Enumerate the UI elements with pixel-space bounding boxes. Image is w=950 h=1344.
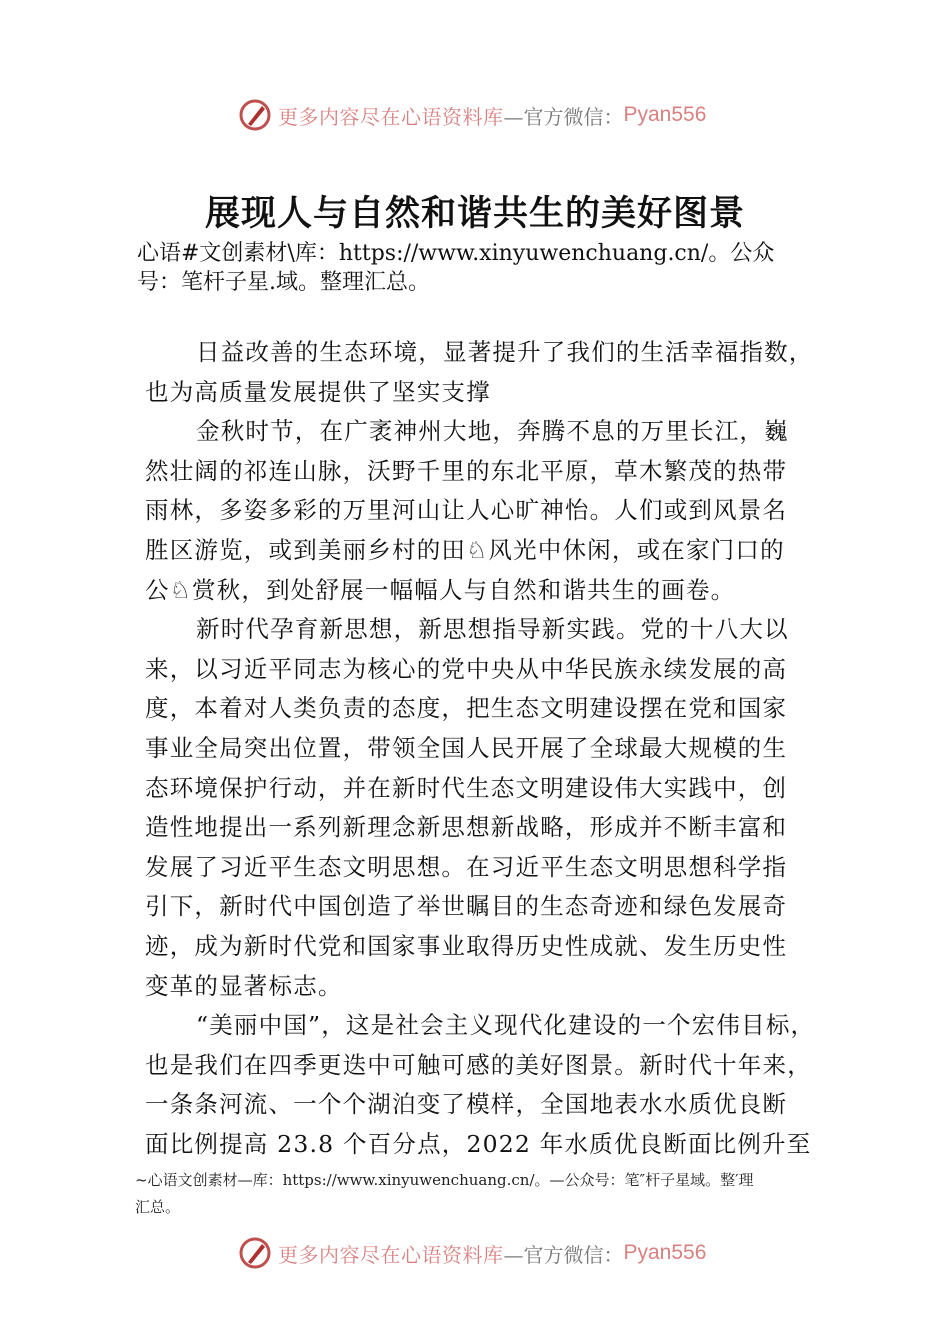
banner-wechat-label: —官方微信： <box>503 104 624 129</box>
banner-text: 更多内容尽在心语资料库 <box>278 1242 504 1267</box>
body-line: 度，本着对人类负责的态度，把生态文明建设摆在党和国家 <box>145 694 788 723</box>
header-banner <box>238 95 706 135</box>
body-line: 事业全局突出位置，带领全国人民开展了全球最大规模的生 <box>145 734 788 762</box>
page-title: 展现人与自然和谐共生的美好图景 <box>204 193 745 234</box>
body-line: 公♘赏秋，到处舒展一幅幅人与自然和谐共生的画卷。 <box>145 575 736 604</box>
source-line: 号：笔杆子星.域。整理汇总。 <box>137 270 430 295</box>
body-line: 金秋时节，在广袤神州大地，奔腾不息的万里长江，巍 <box>196 417 789 446</box>
body-line: 面比例提高 23.8 个百分点，2022 年水质优良断面比例升至 <box>145 1130 812 1158</box>
body-line: 来，以习近平同志为核心的党中央从中华民族永续发展的高 <box>145 654 788 683</box>
body-line: 也为高质量发展提供了坚实支撑 <box>145 377 491 406</box>
banner-wechat-id: Pyan556 <box>623 1241 707 1264</box>
body-line: 新时代孕育新思想，新思想指导新实践。党的十八大以 <box>196 615 789 644</box>
banner-text: 更多内容尽在心语资料库 <box>278 104 504 129</box>
body-line: “美丽中国”，这是社会主义现代化建设的一个宏伟目标， <box>196 1011 816 1040</box>
body-line: 日益改善的生态环境，显著提升了我们的生活幸福指数， <box>196 338 814 366</box>
body-line: 雨林，多姿多彩的万里河山让人心旷神怡。人们或到风景名 <box>145 496 788 525</box>
body-line: 发展了习近平生态文明思想。在习近平生态文明思想科学指 <box>145 852 788 881</box>
source-line: 心语#文创素材\库：https://www.xinyuwenchuang.cn/。公众 <box>137 241 775 266</box>
footer-source: ~心语文创素材—库：https://www.xinyuwenchuang.cn/。—公众号：笔″杆子星域。整′理 <box>135 1171 754 1189</box>
pen-logo-icon <box>238 1236 272 1270</box>
banner-wechat-id: Pyan556 <box>623 103 707 126</box>
pen-logo-icon <box>238 98 272 132</box>
body-line: 引下，新时代中国创造了举世瞩目的生态奇迹和绿色发展奇 <box>145 892 788 921</box>
body-line: 然壮阔的祁连山脉，沃野千里的东北平原，草木繁茂的热带 <box>145 456 788 485</box>
body-line: 也是我们在四季更迭中可触可感的美好图景。新时代十年来， <box>145 1050 812 1079</box>
footer-banner <box>238 1233 706 1273</box>
footer-source: 汇总。 <box>135 1198 181 1216</box>
body-line: 变革的显著标志。 <box>145 971 343 1000</box>
banner-wechat-label: —官方微信： <box>503 1242 624 1267</box>
body-line: 一条条河流、一个个湖泊变了模样，全国地表水水质优良断 <box>145 1090 788 1119</box>
body-line: 态环境保护行动，并在新时代生态文明建设伟大实践中，创 <box>145 773 788 802</box>
body-line: 胜区游览，或到美丽乡村的田♘风光中休闲，或在家门口的 <box>145 536 785 564</box>
body-line: 造性地提出一系列新理念新思想新战略，形成并不断丰富和 <box>145 813 788 842</box>
body-line: 迹，成为新时代党和国家事业取得历史性成就、发生历史性 <box>145 932 788 960</box>
